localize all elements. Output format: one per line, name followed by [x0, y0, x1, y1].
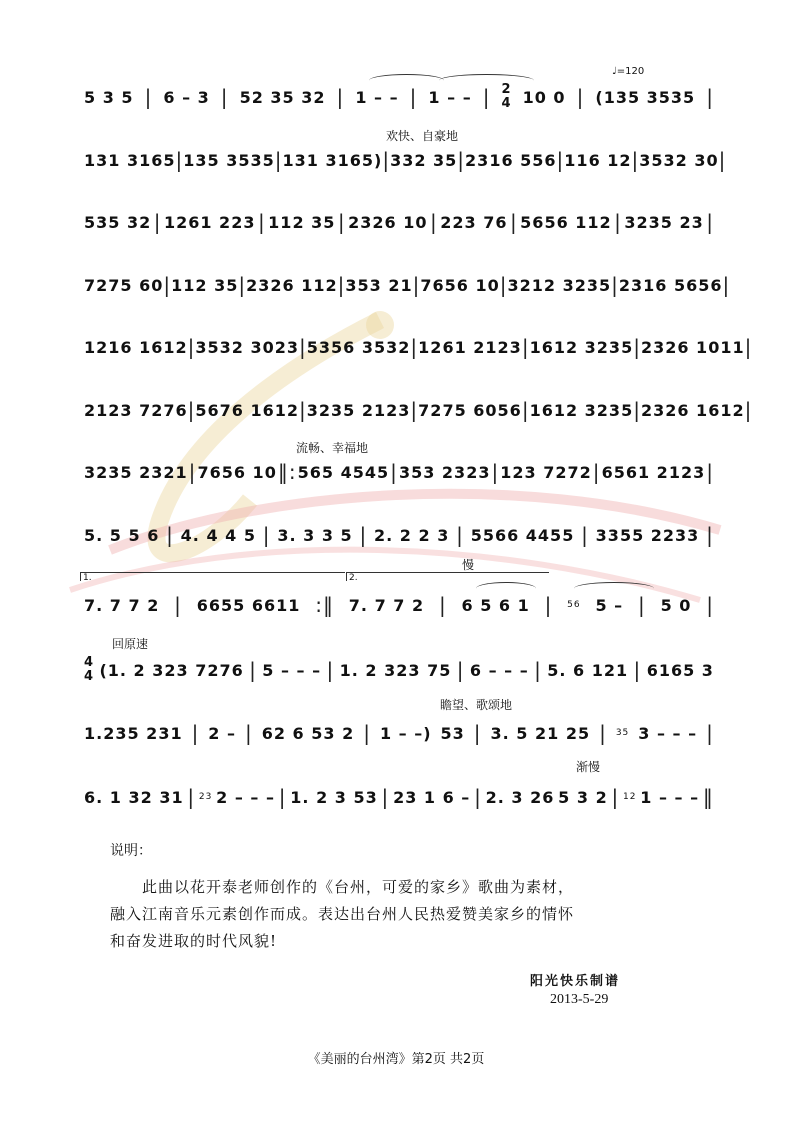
score-row-2: [84, 129, 727, 177]
measure: 5356 3532: [306, 337, 411, 357]
measure: 3235 2123: [306, 400, 411, 420]
measure: 5676 1612: [195, 400, 300, 420]
notes-section: [110, 840, 670, 955]
measure: 62 6 53 2: [261, 723, 355, 743]
measures-row: 5 3 5 | 6 – 3 | 52 35 32 | 1 – – | 1 – – | 2 4 10 0 | (135 3535 |: [84, 82, 714, 111]
notes-line: 融入江南音乐元素创作而成。表达出台州人民热爱赞美家乡的情怀: [110, 905, 575, 923]
measure: 565 4545: [297, 462, 390, 482]
measure: 1216 1612: [84, 337, 188, 357]
score-row-12: [84, 760, 714, 814]
measure: 535 32: [84, 212, 152, 232]
expression-mark: 欢快、自豪地: [386, 129, 459, 143]
score-row-8: [84, 518, 714, 552]
measures-row: 3235 2321 | 7656 10 ‖: 565 4545 | 353 2323 | 123 7272 | 6561 2123 |: [84, 460, 714, 484]
measure: 5 0: [660, 595, 692, 615]
score-row-11: [84, 698, 714, 750]
measure: 5 – – –: [262, 660, 322, 680]
measures-row: 5. 5 5 6 | 4. 4 4 5 | 3. 3 3 5 | 2. 2 2 3 | 5566 4455 | 3355 2233 |: [84, 523, 714, 547]
grace-note: 23: [198, 792, 213, 802]
measure: 52 35 32: [239, 87, 326, 107]
measure: 5. 6 121: [547, 660, 629, 680]
measure: 2326 10: [348, 212, 428, 232]
measure: 53: [440, 723, 465, 743]
expression-mark: 渐慢: [576, 760, 601, 774]
first-ending: 1.: [80, 572, 345, 581]
measure: 5. 5 5 6: [84, 525, 160, 545]
measures-row: 535 32 | 1261 223 | 112 35 | 2326 10 | 223 76 | 5656 112 | 3235 23 |: [84, 210, 714, 234]
measures-row: 7. 7 7 2 | 6655 6611 :‖ 7. 7 7 2 | 6 5 6 1 | 56 5 – | 5 0 |: [84, 593, 714, 617]
score-row-10: [84, 637, 714, 687]
measure: 3. 3 3 5: [277, 525, 353, 545]
measure: 131 3165: [84, 150, 176, 170]
measure: 2316 5656: [618, 275, 723, 295]
measure: 2326 112: [246, 275, 338, 295]
score-row-5: [84, 330, 753, 364]
measures-row: 4 4 (1. 2 323 7276 | 5 – – – | 1. 2 323 75 | 6 – – – | 5. 6 121 | 6165 3: [84, 655, 714, 684]
measure: (1. 2 323 7276: [99, 660, 244, 680]
measure: 7. 7 7 2: [348, 595, 425, 615]
measure: 5566 4455: [470, 525, 575, 545]
score-row-7: [84, 441, 714, 489]
score-row-1: [84, 66, 714, 114]
measure: 1261 223: [163, 212, 256, 232]
measure: 223 76: [440, 212, 508, 232]
measure: 131 3165): [282, 150, 383, 170]
measure: 6165 3: [646, 660, 714, 680]
measure: 5 3 2: [558, 787, 608, 807]
expression-mark: 流畅、幸福地: [296, 441, 369, 455]
measure: 7656 10: [420, 275, 500, 295]
measure: 6 – – –: [469, 660, 529, 680]
measure: 3532 3023: [195, 337, 300, 357]
measure: 7275 6056: [418, 400, 522, 420]
measure: 4. 4 4 5: [180, 525, 256, 545]
arranger-credit: 阳光快乐制谱: [530, 974, 621, 989]
notes-title: 说明：: [110, 843, 152, 859]
measure: 2. 3 26: [485, 787, 555, 807]
measure: 112 35: [268, 212, 336, 232]
measures-row: 1216 1612 | 3532 3023 | 5356 3532 | 1261 2123 | 1612 3235 | 2326 1011 |: [84, 335, 753, 359]
notes-line: 和奋发进取的时代风貌!: [110, 932, 278, 950]
measure: 5 3 5: [84, 87, 134, 107]
measure: 1 – – –: [640, 787, 700, 807]
measure: 2316 556: [465, 150, 557, 170]
measure: 1261 2123: [418, 337, 522, 357]
score-row-9: [83, 558, 714, 622]
measures-row: 6. 1 32 31 | 23 2 – – – | 1. 2 3 53 | 23 1 6 – | 2. 3 26 5 3 2 | 12 1 – – – ‖: [84, 785, 714, 809]
measure: 332 35: [390, 150, 458, 170]
measure: 10 0: [522, 87, 566, 107]
measure: 7275 60: [84, 275, 164, 295]
measures-row: 2123 7276 | 5676 1612 | 3235 2123 | 7275 6056 | 1612 3235 | 2326 1612 |: [84, 398, 753, 422]
measure: 2 – – –: [216, 787, 275, 807]
measure: 3355 2233: [595, 525, 700, 545]
expression-mark: 回原速: [112, 637, 149, 651]
page-footer: 《美丽的台州湾》第2页 共2页: [307, 1052, 485, 1067]
tempo-mark: ♩=120: [612, 66, 645, 77]
measure: 135 3535: [183, 150, 275, 170]
measure: 123 7272: [500, 462, 592, 482]
measure: 1 – –): [379, 723, 432, 743]
measure: 1. 2 323 75: [339, 660, 452, 680]
measure: 7656 10: [197, 462, 277, 482]
measure: 353 21: [345, 275, 413, 295]
credit-date: 2013-5-29: [550, 992, 609, 1007]
measure: (135 3535: [595, 87, 696, 107]
measure: 3 – – –: [638, 723, 698, 743]
grace-note: 35: [615, 728, 630, 738]
measure: 3235 2321: [84, 462, 188, 482]
measure: 1612 3235: [529, 337, 634, 357]
measure: 3532 30: [639, 150, 719, 170]
time-signature: 2 4: [501, 82, 512, 111]
notes-line: 此曲以花开泰老师创作的《台州，可爱的家乡》歌曲为素材，: [142, 878, 575, 896]
grace-note: 12: [623, 792, 637, 802]
measure: 353 2323: [398, 462, 491, 482]
measure: 6561 2123: [601, 462, 706, 482]
measure: 6. 1 32 31: [84, 787, 184, 807]
measures-row: 131 3165 | 135 3535 | 131 3165) | 332 35 | 2316 556 | 116 12 | 3532 30 |: [84, 148, 727, 172]
measure: 7. 7 7 2: [84, 595, 160, 615]
expression-mark: 瞻望、歌颂地: [440, 698, 513, 712]
measure: 116 12: [564, 150, 632, 170]
measure: 1612 3235: [529, 400, 634, 420]
time-signature: 4 4: [84, 655, 95, 684]
notes-body: [110, 874, 670, 955]
measure: 2326 1612: [640, 400, 745, 420]
measure: 6 – 3: [163, 87, 210, 107]
expression-mark: 慢: [462, 558, 475, 572]
score-row-4: [84, 268, 731, 302]
measure: 112 35: [171, 275, 239, 295]
measure: 1.235 231: [84, 723, 183, 743]
measure: 2326 1011: [640, 337, 745, 357]
second-ending: 2.: [346, 572, 549, 581]
measure: 3212 3235: [507, 275, 612, 295]
measures-row: 7275 60 | 112 35 | 2326 112 | 353 21 | 7656 10 | 3212 3235 | 2316 5656 |: [84, 273, 731, 297]
measure: 2123 7276: [84, 400, 188, 420]
measure: 6 5 6 1: [461, 595, 530, 615]
measure: 3. 5 21 25: [490, 723, 591, 743]
measure: 3235 23: [624, 212, 704, 232]
measure: 1. 2 3 53: [290, 787, 378, 807]
measure: 2 –: [208, 723, 236, 743]
measures-row: 1.235 231 | 2 – | 62 6 53 2 | 1 – –) 53 | 3. 5 21 25 | 35 3 – – – |: [84, 721, 714, 745]
measure: 23 1 6 –: [393, 787, 471, 807]
measure: 2. 2 2 3: [374, 525, 450, 545]
measure: 5 –: [595, 595, 624, 615]
measure: 1 – –: [355, 87, 399, 107]
score-row-6: [84, 393, 753, 427]
measure: 5656 112: [520, 212, 612, 232]
measure: 1 – –: [428, 87, 472, 107]
grace-note: 56: [567, 600, 581, 610]
measure: 6655 6611: [196, 595, 301, 615]
score-row-3: [84, 205, 714, 239]
